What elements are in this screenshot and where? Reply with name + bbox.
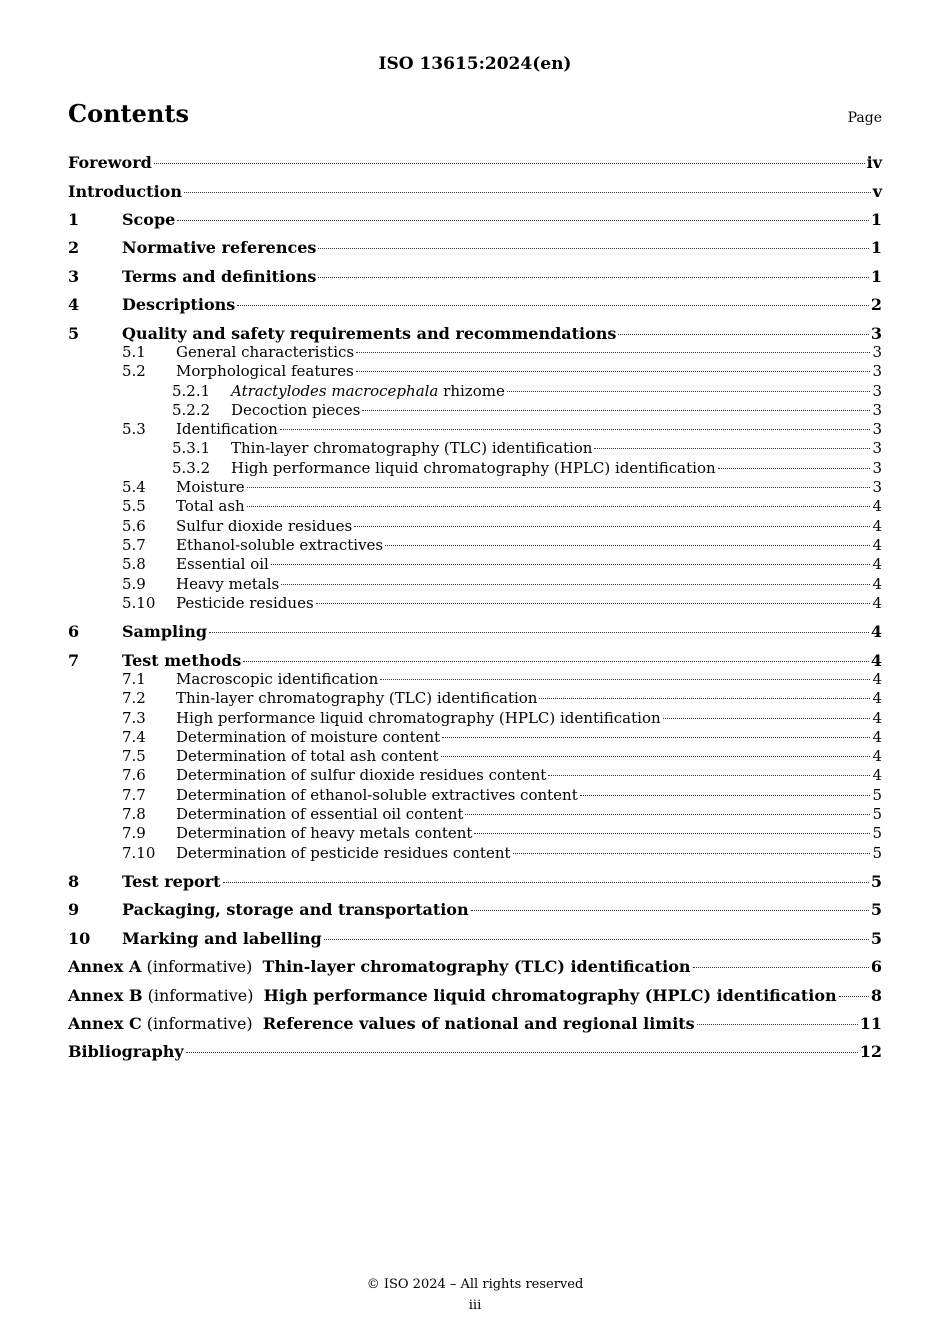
toc-entry-page: 1 [870, 210, 882, 229]
toc-entry-page: 12 [859, 1042, 882, 1061]
toc-entry-page: 5 [872, 786, 882, 804]
toc-entry-number: 7.7 [122, 786, 146, 804]
toc-entry-page: 3 [872, 420, 882, 438]
dot-leader [465, 814, 870, 815]
toc-entry[interactable] [68, 382, 882, 400]
toc-entry-title: High performance liquid chromatography (HPLC) identification [231, 459, 716, 477]
dot-leader [177, 220, 869, 221]
toc-entry[interactable] [68, 536, 882, 554]
toc-entry[interactable] [68, 651, 882, 670]
toc-entry-page: 3 [872, 478, 882, 496]
toc-entry[interactable] [68, 478, 882, 496]
toc-entry-title: Sulfur dioxide residues [176, 517, 353, 535]
toc-entry-page: iv [866, 153, 882, 172]
toc-entry-title-italic: Atractylodes macrocephala [231, 382, 439, 400]
dot-leader [471, 910, 869, 911]
toc-entry-title: Determination of heavy metals content [176, 824, 473, 842]
dot-leader [281, 584, 870, 585]
dot-leader [324, 939, 869, 940]
toc-entry-title: Packaging, storage and transportation [122, 900, 469, 919]
dot-leader [184, 192, 871, 193]
toc-entry[interactable] [68, 670, 882, 688]
dot-leader [548, 775, 870, 776]
toc-entry-page: 5 [870, 929, 882, 948]
toc-entry[interactable] [68, 622, 882, 641]
toc-entry[interactable] [68, 900, 882, 919]
toc-entry[interactable] [68, 805, 882, 823]
toc-entry-page: 3 [872, 343, 882, 361]
toc-entry-number: 5.1 [122, 343, 146, 361]
toc-entry-title: Bibliography [68, 1042, 184, 1061]
toc-entry-title: Pesticide residues [176, 594, 314, 612]
toc-entry[interactable] [68, 1014, 882, 1033]
toc-entry-page: 4 [872, 555, 882, 573]
toc-entry-number: 7.3 [122, 709, 146, 727]
dot-leader [223, 882, 869, 883]
toc-entry-page: 5 [870, 872, 882, 891]
toc-entry-title: Morphological features [176, 362, 354, 380]
toc-entry[interactable] [68, 343, 882, 361]
dot-leader [663, 718, 871, 719]
annex-type: (informative) [141, 957, 263, 976]
toc-entry-number: 5.3.1 [172, 439, 211, 457]
toc-entry-number: 5.5 [122, 497, 146, 515]
toc-entry-number: 3 [68, 267, 80, 286]
toc-entry-title: Decoction pieces [231, 401, 361, 419]
dot-leader [618, 334, 868, 335]
toc-entry-page: 5 [872, 824, 882, 842]
toc-entry-page: 4 [872, 670, 882, 688]
dot-leader [271, 564, 871, 565]
toc-entry-number: 7.10 [122, 844, 156, 862]
annex-label: Annex B [68, 986, 143, 1005]
dot-leader [356, 352, 870, 353]
annex-type: (informative) [142, 986, 264, 1005]
toc-entry-title: Scope [122, 210, 176, 229]
toc-entry-title: Foreword [68, 153, 152, 172]
toc-entry-title: Determination of total ash content [176, 747, 439, 765]
toc-entry[interactable] [68, 824, 882, 842]
page-title: Contents [68, 99, 189, 128]
toc-entry-number: 5.6 [122, 517, 146, 535]
dot-leader [580, 795, 871, 796]
toc-entry-number: 2 [68, 238, 80, 257]
dot-leader [318, 248, 868, 249]
toc-entry-number: 7.5 [122, 747, 146, 765]
toc-entry-page: 5 [870, 900, 882, 919]
dot-leader [354, 526, 870, 527]
dot-leader [356, 371, 871, 372]
toc-entry-title: Macroscopic identification [176, 670, 379, 688]
dot-leader [474, 833, 870, 834]
toc-entry-title: Test report [122, 872, 221, 891]
toc-entry[interactable] [68, 267, 882, 286]
toc-entry-title: Determination of essential oil content [176, 805, 464, 823]
toc-entry-page: 8 [870, 986, 882, 1005]
toc-entry[interactable] [68, 747, 882, 765]
toc-entry[interactable] [68, 517, 882, 535]
dot-leader [385, 545, 870, 546]
toc-entry-title: Sampling [122, 622, 208, 641]
page-number: iii [468, 1298, 482, 1313]
toc-entry-title: Determination of moisture content [176, 728, 441, 746]
toc-entry[interactable] [68, 238, 882, 257]
toc-entry-title: High performance liquid chromatography (HPLC) identification [263, 986, 837, 1005]
toc-entry-number: 5.7 [122, 536, 146, 554]
toc-entry[interactable] [68, 594, 882, 612]
toc-entry-number: 7 [68, 651, 80, 670]
toc-entry[interactable] [68, 986, 882, 1005]
toc-entry-page: 4 [872, 594, 882, 612]
toc-entry-page: 3 [872, 401, 882, 419]
toc-entry-number: 10 [68, 929, 91, 948]
dot-leader [154, 163, 865, 164]
toc-entry[interactable] [68, 872, 882, 891]
dot-leader [280, 429, 871, 430]
dot-leader [839, 996, 869, 997]
toc-entry[interactable] [68, 439, 882, 457]
toc-entry-number: 7.6 [122, 766, 146, 784]
toc-entry[interactable] [68, 766, 882, 784]
toc-entry-title: Descriptions [122, 295, 236, 314]
toc-entry-title: Reference values of national and regional limits [262, 1014, 695, 1033]
dot-leader [513, 853, 871, 854]
toc-entry-page: 3 [870, 324, 882, 343]
toc-entry-number: 7.8 [122, 805, 146, 823]
toc-entry-number: 5 [68, 324, 80, 343]
toc-entry-page: 11 [859, 1014, 882, 1033]
annex-label: Annex A [68, 957, 142, 976]
toc-entry-page: v [872, 182, 882, 201]
toc-entry-title: Marking and labelling [122, 929, 322, 948]
toc-entry-page: 4 [870, 651, 882, 670]
toc-entry-number: 5.2.1 [172, 382, 211, 400]
dot-leader [362, 410, 870, 411]
toc-entry-number: 5.3.2 [172, 459, 211, 477]
toc-entry[interactable] [68, 182, 882, 201]
toc-entry-page: 4 [872, 517, 882, 535]
toc-entry-page: 3 [872, 362, 882, 380]
toc-entry-page: 4 [872, 497, 882, 515]
toc-entry[interactable] [68, 295, 882, 314]
toc-entry-title-rest: rhizome [438, 382, 505, 400]
toc-entry[interactable] [68, 786, 882, 804]
toc-entry-title: Terms and definitions [122, 267, 317, 286]
toc-entry[interactable] [68, 728, 882, 746]
dot-leader [316, 603, 871, 604]
annex-label: Annex C [68, 1014, 142, 1033]
dot-leader [507, 391, 871, 392]
toc-entry-page: 4 [872, 689, 882, 707]
toc-entry[interactable] [68, 844, 882, 862]
dot-leader [442, 737, 870, 738]
toc-entry-number: 5.8 [122, 555, 146, 573]
dot-leader [247, 506, 871, 507]
toc-entry-number: 4 [68, 295, 80, 314]
toc-entry-page: 3 [872, 459, 882, 477]
toc-entry-number: 7.1 [122, 670, 146, 688]
toc-entry[interactable] [68, 957, 882, 976]
toc-entry-number: 6 [68, 622, 80, 641]
toc-entry[interactable] [68, 689, 882, 707]
toc-entry[interactable] [68, 420, 882, 438]
toc-entry[interactable] [68, 362, 882, 380]
toc-entry[interactable] [68, 709, 882, 727]
toc-entry-number: 5.2 [122, 362, 146, 380]
toc-entry-page: 3 [872, 382, 882, 400]
toc-entry-title: Essential oil [176, 555, 269, 573]
toc-entry-title: Thin-layer chromatography (TLC) identification [176, 689, 538, 707]
toc-entry[interactable] [68, 1042, 882, 1061]
toc-entry-title: Test methods [122, 651, 242, 670]
toc-entry-page: 3 [872, 439, 882, 457]
toc-entry-title [231, 382, 505, 400]
dot-leader [594, 448, 870, 449]
dot-leader [718, 468, 871, 469]
dot-leader [186, 1052, 858, 1053]
toc-entry-page: 2 [870, 295, 882, 314]
toc-entry[interactable] [68, 555, 882, 573]
toc-entry-number: 5.10 [122, 594, 156, 612]
toc-entry-page: 1 [870, 238, 882, 257]
toc-entry-title: Thin-layer chromatography (TLC) identification [262, 957, 691, 976]
toc-entry-title: General characteristics [176, 343, 355, 361]
toc-entry-page: 5 [872, 844, 882, 862]
toc-entry-number: 5.9 [122, 575, 146, 593]
toc-entry-title: High performance liquid chromatography (HPLC) identification [176, 709, 661, 727]
toc-entry-title: Determination of ethanol-soluble extractives content [176, 786, 578, 804]
dot-leader [247, 487, 871, 488]
toc-entry-number: 5.4 [122, 478, 146, 496]
toc-entry-number: 7.9 [122, 824, 146, 842]
document-id-header: ISO 13615:2024(en) [378, 54, 572, 74]
copyright-footer: © ISO 2024 – All rights reserved [366, 1277, 584, 1292]
dot-leader [697, 1024, 858, 1025]
toc-entry-number: 7.4 [122, 728, 146, 746]
toc-entry-title: Identification [176, 420, 278, 438]
dot-leader [380, 679, 870, 680]
toc-entry-page: 5 [872, 805, 882, 823]
toc-entry-page: 4 [872, 575, 882, 593]
dot-leader [243, 661, 869, 662]
dot-leader [318, 277, 868, 278]
toc-entry-page: 4 [872, 536, 882, 554]
toc-entry-page: 1 [870, 267, 882, 286]
toc-entry-page: 6 [870, 957, 882, 976]
toc-entry-title: Ethanol-soluble extractives [176, 536, 384, 554]
toc-entry[interactable] [68, 459, 882, 477]
toc-entry-page: 4 [870, 622, 882, 641]
toc-entry-number: 8 [68, 872, 80, 891]
page-column-label: Page [847, 110, 882, 126]
toc-entry-number: 1 [68, 210, 80, 229]
toc-entry-title: Quality and safety requirements and recommendations [122, 324, 617, 343]
toc-entry-page: 4 [872, 728, 882, 746]
toc-entry-title: Introduction [68, 182, 182, 201]
dot-leader [539, 698, 870, 699]
toc-entry-number: 7.2 [122, 689, 146, 707]
toc-entry[interactable] [68, 497, 882, 515]
toc-entry-title: Normative references [122, 238, 317, 257]
toc-entry-number: 5.3 [122, 420, 146, 438]
toc-entry[interactable] [68, 929, 882, 948]
dot-leader [209, 632, 869, 633]
toc-entry-page: 4 [872, 766, 882, 784]
toc-entry-title: Total ash [176, 497, 245, 515]
toc-entry-page: 4 [872, 709, 882, 727]
dot-leader [441, 756, 871, 757]
toc-entry-title: Determination of pesticide residues content [176, 844, 511, 862]
toc-entry[interactable] [68, 324, 882, 343]
toc-entry-number: 9 [68, 900, 80, 919]
toc-entry[interactable] [68, 401, 882, 419]
toc-entry-title: Thin-layer chromatography (TLC) identification [231, 439, 593, 457]
toc-entry[interactable] [68, 210, 882, 229]
dot-leader [237, 305, 869, 306]
dot-leader [693, 967, 869, 968]
toc-entry-title: Moisture [176, 478, 245, 496]
toc-entry[interactable] [68, 153, 882, 172]
toc-entry-number: 5.2.2 [172, 401, 211, 419]
annex-type: (informative) [141, 1014, 263, 1033]
toc-entry[interactable] [68, 575, 882, 593]
toc-entry-title: Determination of sulfur dioxide residues content [176, 766, 547, 784]
toc-entry-page: 4 [872, 747, 882, 765]
toc-entry-title: Heavy metals [176, 575, 280, 593]
